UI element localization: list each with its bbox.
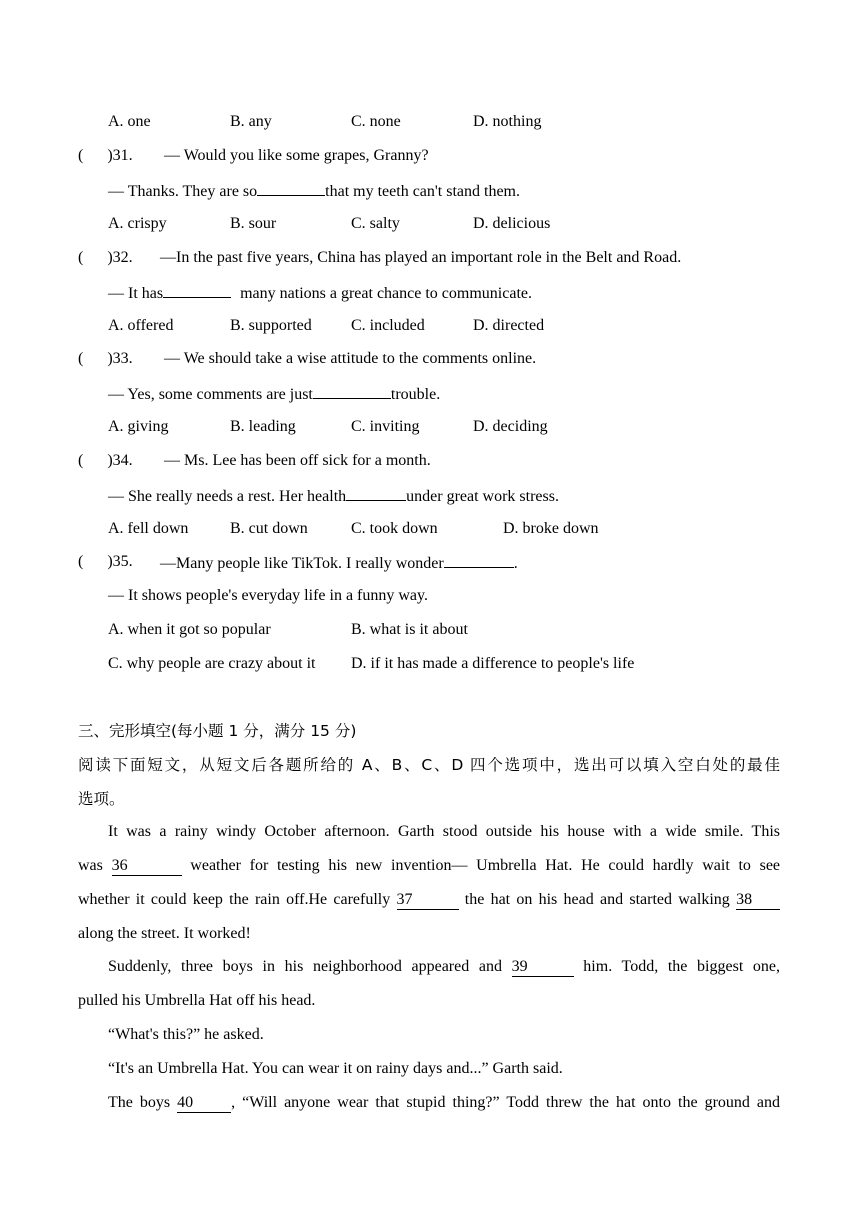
- q33-option-b: B. leading: [230, 418, 296, 435]
- q32-number: ( )32.: [78, 249, 133, 266]
- q34-option-a: A. fell down: [108, 520, 189, 537]
- q31-number: ( )31.: [78, 147, 133, 164]
- q31-prompt: — Would you like some grapes, Granny?: [164, 147, 429, 164]
- q33-option-d: D. deciding: [473, 418, 548, 435]
- q33-blank: [313, 383, 391, 399]
- q32-option-d: D. directed: [473, 317, 545, 334]
- q33-prompt: — We should take a wise attitude to the comments online.: [164, 350, 537, 367]
- q32-option-b: B. supported: [230, 317, 312, 334]
- q32-prompt: —In the past five years, China has played an important role in the Belt and Road.: [160, 249, 682, 266]
- q35-number: ( )35.: [78, 553, 133, 570]
- q31-option-b: B. sour: [230, 215, 277, 232]
- section-instruction-line2: 选项。: [78, 790, 125, 808]
- passage-p1-line3: whether it could keep the rain off.He carefully 37 the hat on his head and started walking 38: [78, 890, 780, 910]
- q35-option-d: D. if it has made a difference to people's life: [351, 655, 635, 672]
- section-instruction-line1: 阅读下面短文，从短文后各题所给的 A、B、C、D 四个选项中，选出可以填入空白处的最佳: [78, 756, 780, 774]
- q35-reply: — It shows people's everyday life in a funny way.: [108, 587, 428, 604]
- blank-40: 40: [177, 1094, 231, 1113]
- q34-option-c: C. took down: [351, 520, 438, 537]
- passage-p2-line1: Suddenly, three boys in his neighborhood appeared and 39 him. Todd, the biggest one,: [108, 958, 781, 975]
- passage-p1-line2: was 36 weather for testing his new invention— Umbrella Hat. He could hardly wait to see: [78, 857, 781, 874]
- q32-option-c: C. included: [351, 317, 425, 334]
- q34-reply: — She really needs a rest. Her health under great work stress.: [108, 485, 559, 507]
- q30-option-b: B. any: [230, 113, 272, 130]
- passage-p3: “What's this?” he asked.: [108, 1026, 264, 1043]
- blank-39: 39: [512, 958, 574, 977]
- blank-37: 37: [397, 891, 459, 910]
- q31-option-c: C. salty: [351, 215, 400, 232]
- q34-option-b: B. cut down: [230, 520, 308, 537]
- passage-p1-line4: along the street. It worked!: [78, 925, 251, 942]
- q32-option-a: A. offered: [108, 317, 174, 334]
- q31-reply: — Thanks. They are so that my teeth can't stand them.: [108, 180, 520, 202]
- q35-prompt: —Many people like TikTok. I really wonder .: [160, 552, 518, 574]
- q33-option-a: A. giving: [108, 418, 169, 435]
- blank-38: 38: [736, 891, 780, 910]
- q30-option-a: A. one: [108, 113, 151, 130]
- passage-p5-line1: The boys 40 , “Will anyone wear that stupid thing?” Todd threw the hat onto the ground and: [108, 1094, 781, 1111]
- q30-option-d: D. nothing: [473, 113, 542, 130]
- q31-option-d: D. delicious: [473, 215, 551, 232]
- q35-blank: [444, 552, 514, 568]
- q33-reply: — Yes, some comments are just trouble.: [108, 383, 440, 405]
- passage-p2-line2: pulled his Umbrella Hat off his head.: [78, 992, 316, 1009]
- q31-blank: [257, 180, 325, 196]
- q33-option-c: C. inviting: [351, 418, 420, 435]
- q32-blank: [163, 282, 231, 298]
- q35-option-a: A. when it got so popular: [108, 621, 271, 638]
- q33-number: ( )33.: [78, 350, 133, 367]
- passage-p1-line1: It was a rainy windy October afternoon. Garth stood outside his house with a wide smile. This: [108, 823, 780, 840]
- q34-prompt: — Ms. Lee has been off sick for a month.: [164, 452, 431, 469]
- q35-option-c: C. why people are crazy about it: [108, 655, 316, 672]
- q30-option-c: C. none: [351, 113, 401, 130]
- passage-p4: “It's an Umbrella Hat. You can wear it on rainy days and...” Garth said.: [108, 1060, 563, 1077]
- q34-blank: [346, 485, 406, 501]
- q32-reply: — It has many nations a great chance to communicate.: [108, 282, 532, 304]
- section-heading: 三、完形填空(每小题 1 分，满分 15 分): [78, 722, 357, 740]
- q31-option-a: A. crispy: [108, 215, 167, 232]
- q34-option-d: D. broke down: [503, 520, 599, 537]
- q34-number: ( )34.: [78, 452, 133, 469]
- q35-option-b: B. what is it about: [351, 621, 468, 638]
- blank-36: 36: [112, 857, 182, 876]
